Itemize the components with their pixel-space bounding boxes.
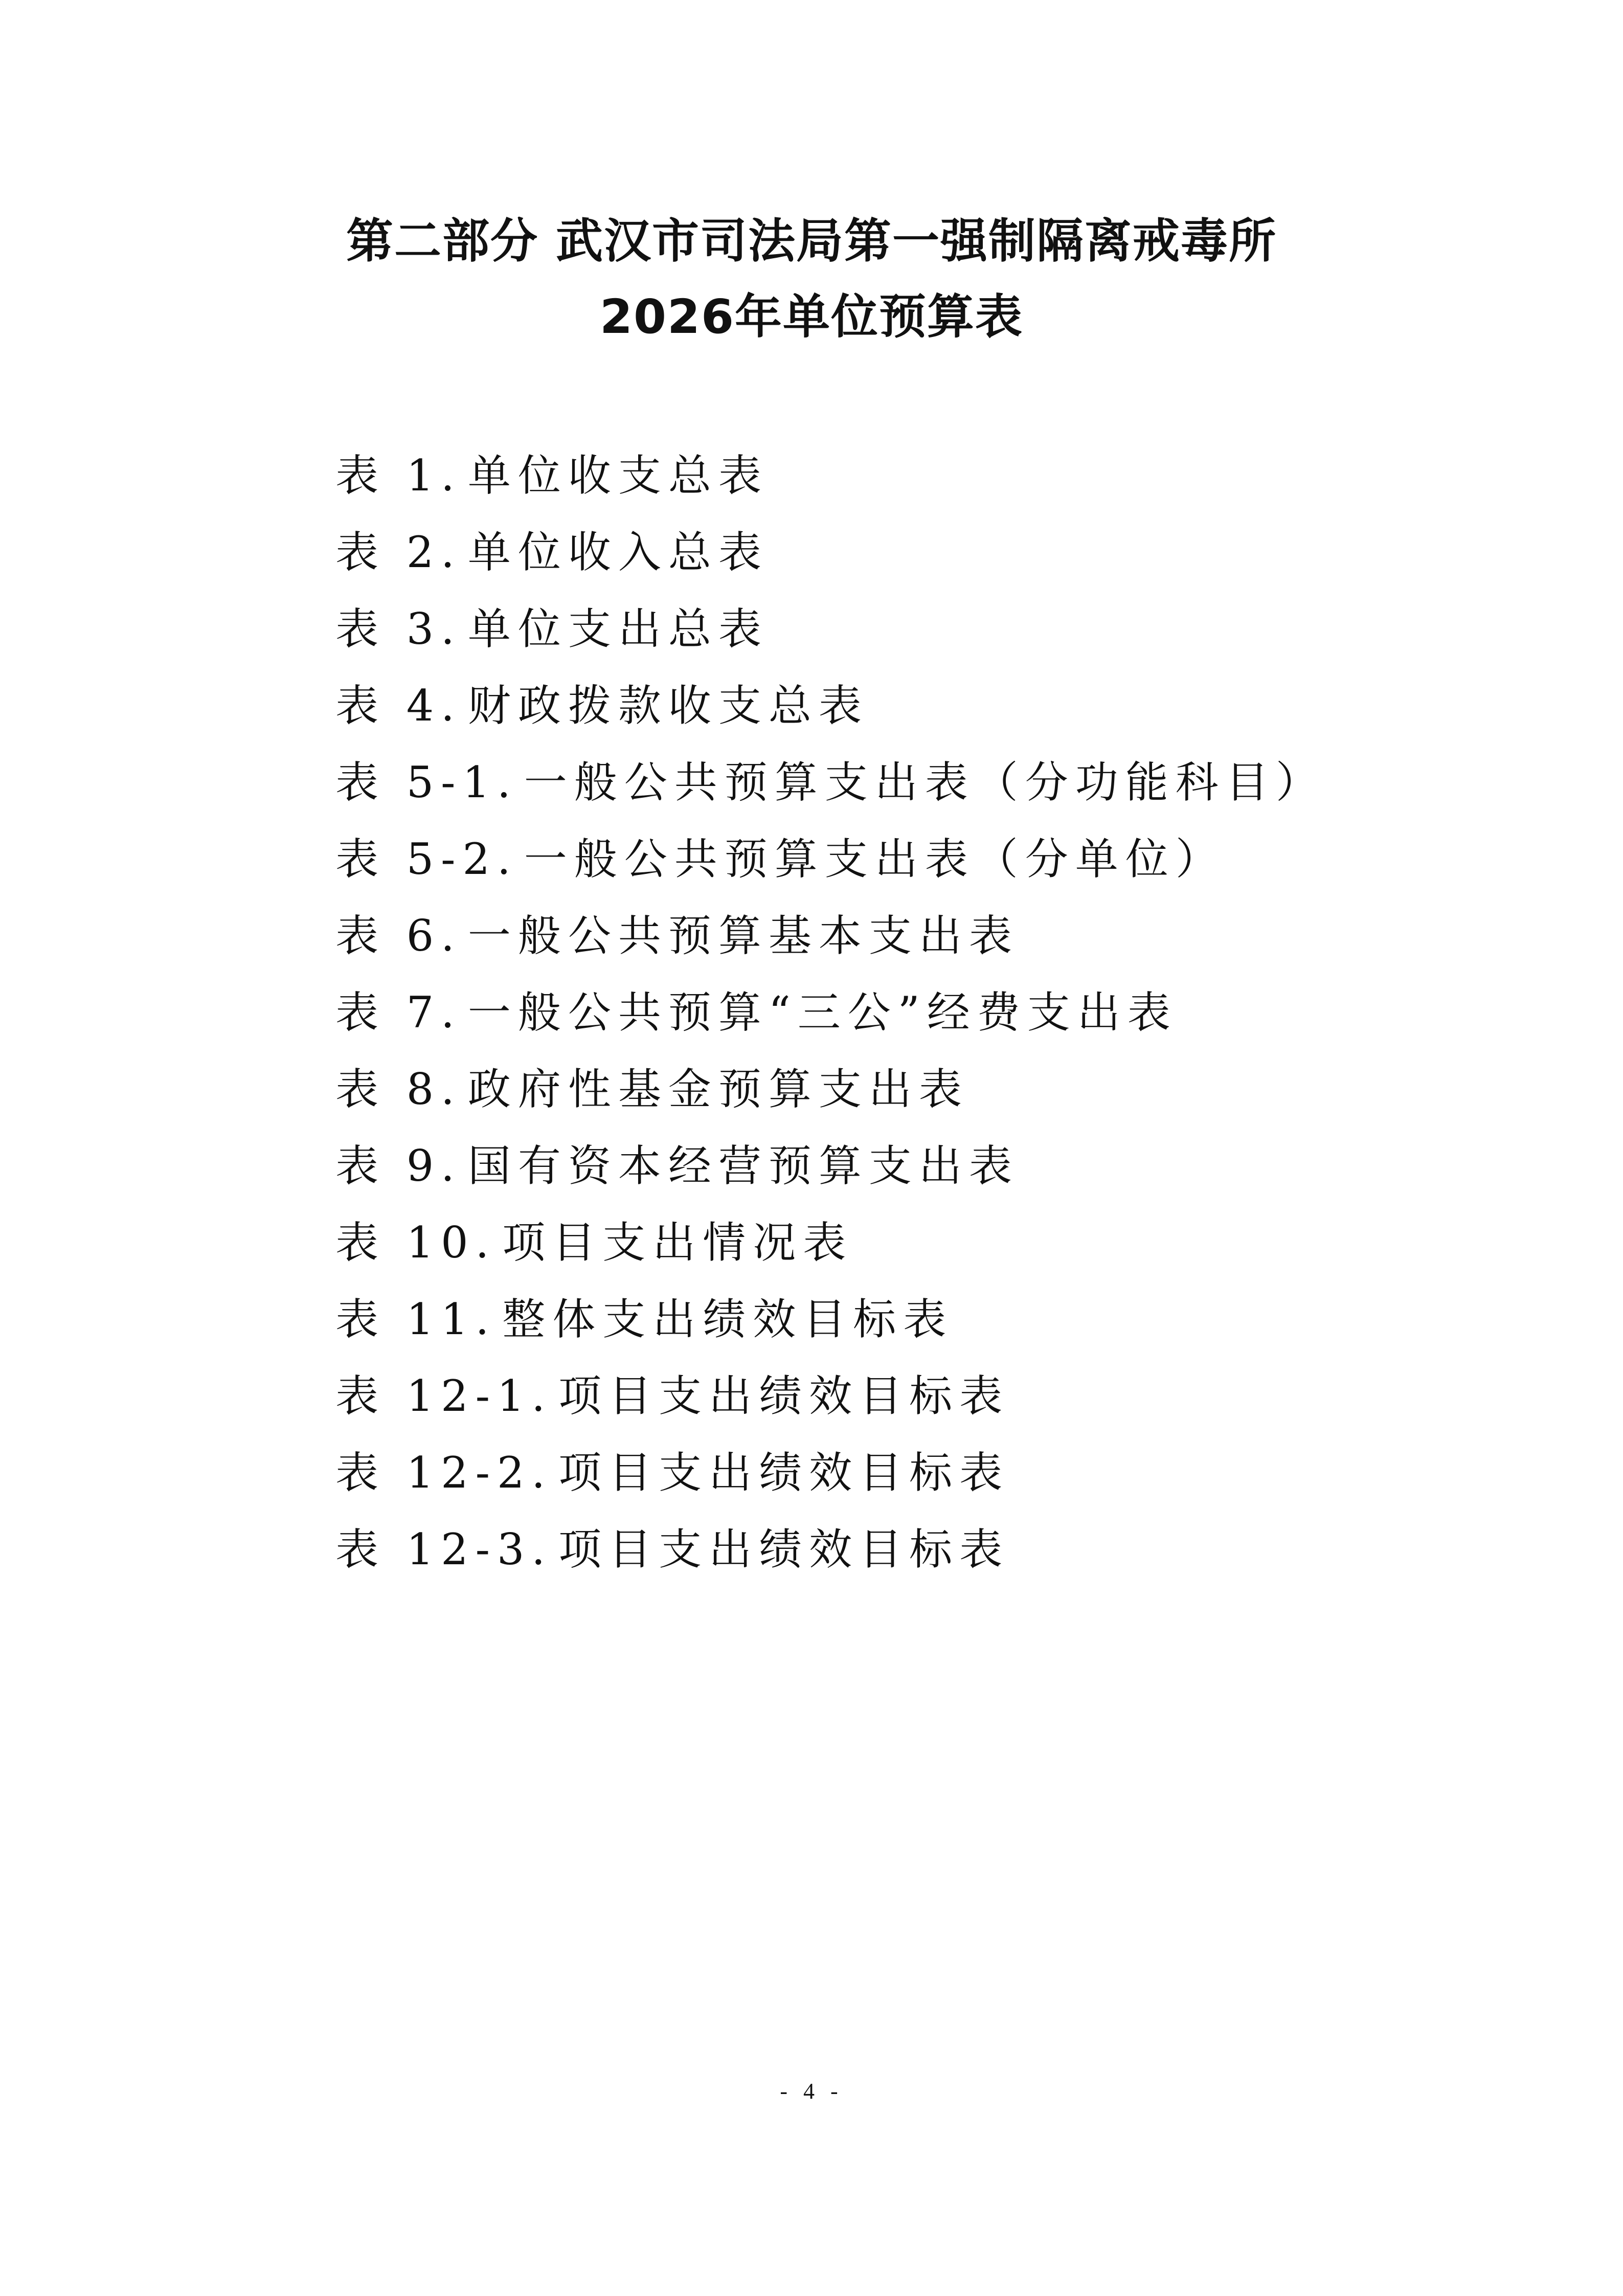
page-subtitle: 2026年单位预算表	[599, 289, 1024, 344]
toc-item-label: 一般公共预算支出表（分单位）	[524, 834, 1226, 884]
toc-item-label: 项目支出绩效目标表	[558, 1448, 1010, 1498]
toc-item-number: 表 5-1.	[335, 757, 518, 807]
toc-item-label: 单位收入总表	[467, 527, 769, 577]
toc-item	[335, 1059, 1512, 1135]
page-number: - 4 -	[780, 2079, 843, 2104]
toc-item	[335, 1289, 1512, 1365]
toc-item-label: 项目支出绩效目标表	[558, 1371, 1010, 1421]
toc-item-number: 表 12-1.	[335, 1371, 553, 1421]
toc-item-number: 表 6.	[335, 911, 462, 961]
toc-item-number: 表 11.	[335, 1294, 497, 1344]
toc-item	[335, 905, 1512, 982]
toc-item-label: 单位支出总表	[467, 604, 769, 654]
toc-item-label: 项目支出情况表	[502, 1218, 853, 1268]
toc-item	[335, 828, 1512, 905]
toc-item-label: 财政拨款收支总表	[467, 681, 869, 731]
toc-item	[335, 752, 1512, 828]
toc-item	[335, 1135, 1512, 1212]
toc-item-label: 国有资本经营预算支出表	[467, 1141, 1019, 1191]
toc-item-number: 表 12-3.	[335, 1524, 553, 1574]
toc-item-number: 表 8.	[335, 1064, 462, 1114]
toc-item	[335, 982, 1512, 1059]
toc-item	[335, 1365, 1512, 1442]
toc-item-number: 表 5-2.	[335, 834, 518, 884]
toc-item	[335, 598, 1512, 675]
toc-item-label: 政府性基金预算支出表	[467, 1064, 969, 1114]
toc-item-label: 整体支出绩效目标表	[502, 1294, 954, 1344]
toc-item-label: 一般公共预算基本支出表	[467, 911, 1019, 961]
toc-item-number: 表 1.	[335, 451, 462, 501]
toc-item-number: 表 4.	[335, 681, 462, 731]
toc-item-label: 一般公共预算“三公”经费支出表	[467, 987, 1178, 1038]
toc-item-number: 表 7.	[335, 987, 462, 1038]
page-title: 第二部分 武汉市司法局第一强制隔离戒毒所	[346, 214, 1277, 268]
toc-item	[335, 675, 1512, 752]
toc-item-number: 表 10.	[335, 1218, 497, 1268]
toc-item-number: 表 3.	[335, 604, 462, 654]
toc-item	[335, 445, 1512, 522]
toc-item	[335, 522, 1512, 598]
toc-item-label: 项目支出绩效目标表	[558, 1524, 1010, 1574]
toc-item-label: 单位收支总表	[467, 451, 769, 501]
toc-item-number: 表 12-2.	[335, 1448, 553, 1498]
table-of-contents	[335, 445, 1512, 1595]
toc-item	[335, 1519, 1512, 1595]
toc-item-label: 一般公共预算支出表（分功能科目）	[524, 757, 1326, 807]
toc-item	[335, 1442, 1512, 1519]
toc-item-number: 表 2.	[335, 527, 462, 577]
toc-item-number: 表 9.	[335, 1141, 462, 1191]
toc-item	[335, 1212, 1512, 1289]
